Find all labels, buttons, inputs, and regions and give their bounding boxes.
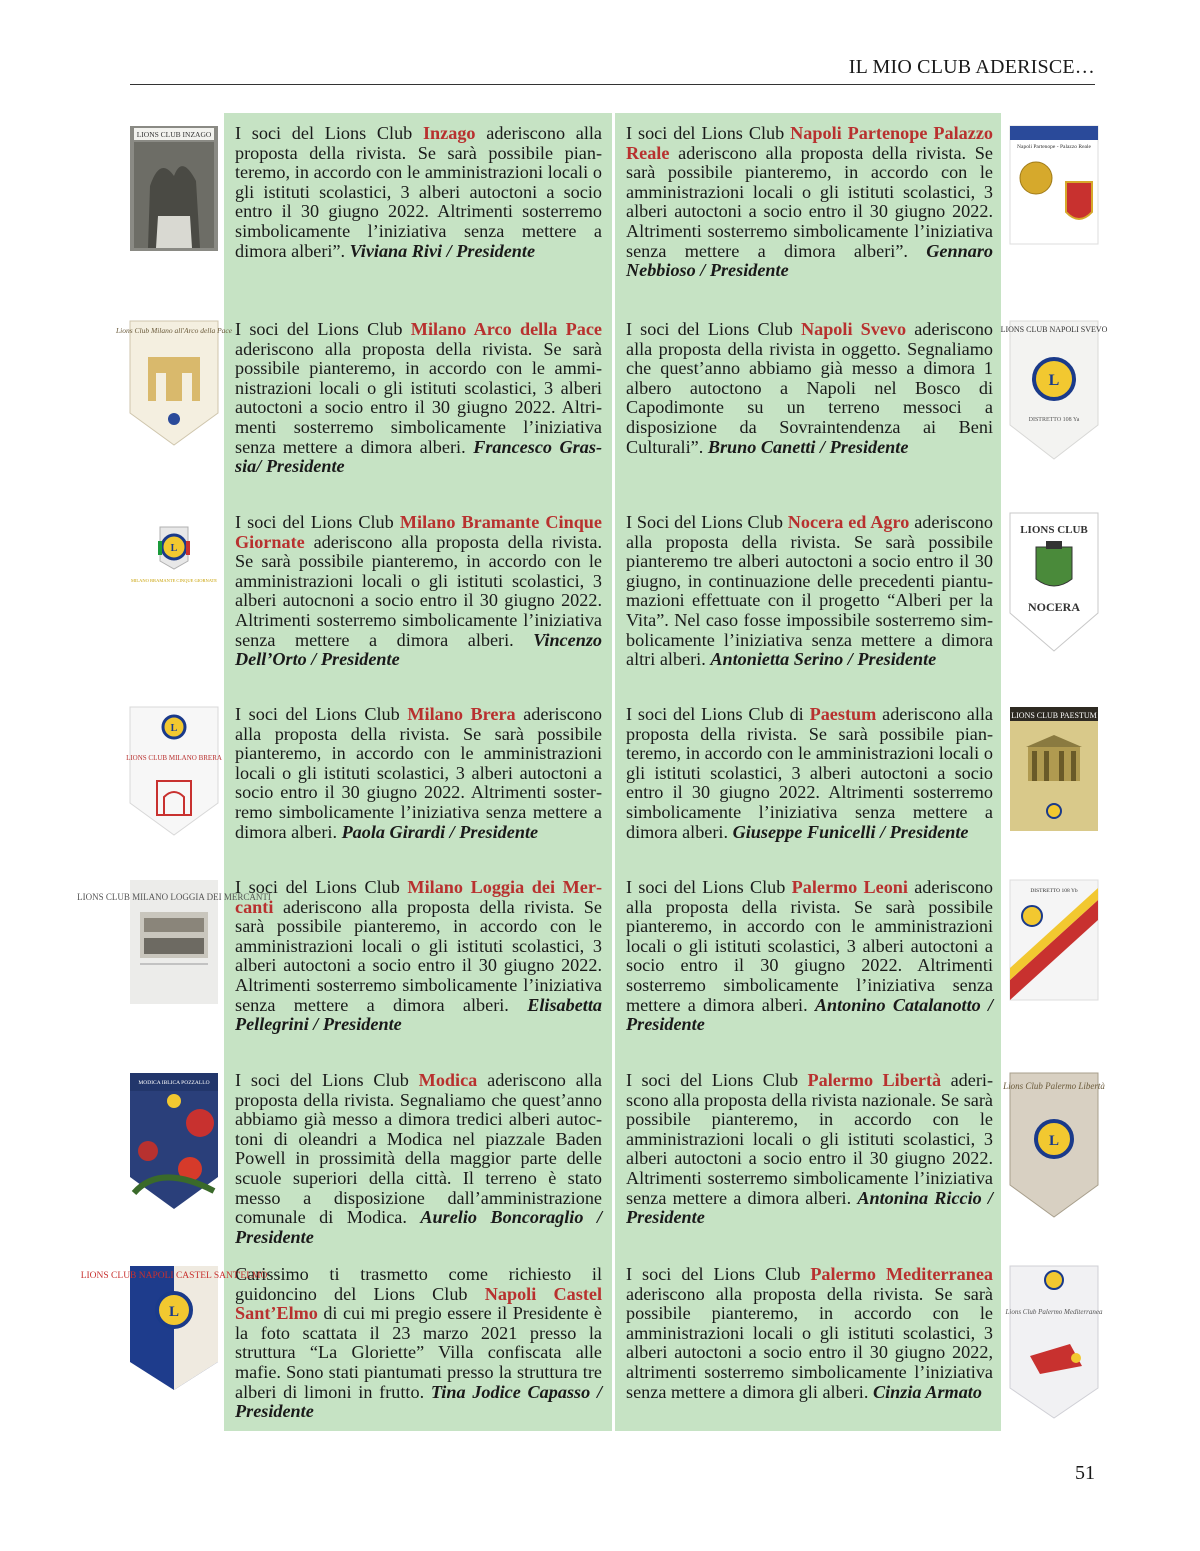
club-entry-nocera-ed-agro: I Soci del Lions Club Nocera ed Agro aderiscono alla proposta della rivista. Se sarà possibile pianteremo tre alberi autoctoni a socio entro il 30 giugno, in continuazione delle precedenti piantumazioni effettuate con il progetto “Alberi per la Vita”. Nel caso fosse impossibile sosterremo simbolicamente l’iniziativa senza mettere a dimora altri alberi. Antonietta Serino / Presidente <box>626 512 993 670</box>
club-name: Milano Loggia dei Mercanti <box>235 877 602 917</box>
club-name: Milano Bramante Cinque Giornate <box>235 512 602 552</box>
club-name: Paestum <box>809 704 877 724</box>
svg-text:DISTRETTO 108 Ya: DISTRETTO 108 Ya <box>1028 417 1080 423</box>
pennant-milano-arco-della-pace <box>115 321 233 450</box>
svg-text:LIONS CLUB: LIONS CLUB <box>1020 524 1088 536</box>
signature: Tina Jodice Capasso / Presidente <box>235 1381 602 1422</box>
signature: Viviana Rivi / Presidente <box>349 240 536 261</box>
svg-text:L: L <box>170 723 178 734</box>
club-entry-milano-bramante: I soci del Lions Club Milano Bramante Cinque Giornate aderiscono alla proposta della rivista. Se sarà possibile pianteremo, in accordo con le amministrazioni locali o gli istituti scolastici, 3 alberi autocnoni a socio entro il 30 giugno 2022. Altrimenti sosterremo simbolicamente l’iniziativa senza mettere a dimora alberi. Vincenzo Dell’Orto / Presidente <box>235 512 602 670</box>
pennant-paestum <box>1010 707 1098 836</box>
svg-text:LIONS CLUB INZAGO: LIONS CLUB INZAGO <box>136 130 212 139</box>
pennant-milano-bramante <box>130 517 218 592</box>
club-name: Inzago <box>422 123 476 143</box>
club-entry-napoli-partenope: I soci del Lions Club Napoli Partenope Palazzo Reale aderiscono alla proposta della rivista. Se sarà possibile pianteremo, in accordo con le amministrazioni locali o gli istituti scolastici, 3 alberi autoctoni a socio entro il 30 giugno 2022. Altrimenti sosterremo simbolicamente l’iniziativa senza mettere a dimora alberi”. Gennaro Nebbioso / Presidente <box>626 123 994 281</box>
column-divider <box>612 113 615 1431</box>
svg-text:Lions Club Milano all'Arco del: Lions Club Milano all'Arco della Pace <box>115 326 233 335</box>
svg-text:L: L <box>1048 372 1060 389</box>
club-name: Napoli Partenope Palazzo Reale <box>626 123 994 163</box>
club-name: Napoli Svevo <box>800 319 907 339</box>
signature: Giuseppe Funicelli / Presidente <box>732 821 969 842</box>
svg-text:LIONS CLUB MILANO LOGGIA DEI M: LIONS CLUB MILANO LOGGIA DEI MERCANTI <box>77 892 271 902</box>
club-entry-paestum: I soci del Lions Club di Paestum aderiscono alla proposta della rivista. Se sarà possibile pianteremo, in accordo con le amministrazioni locali o gli istituti scolastici, 3 alberi autoctoni a socio entro il 30 giugno 2022. Altrimenti sosterremo simbolicamente l’iniziativa senza mettere a dimora alberi. Giuseppe Funicelli / Presidente <box>626 704 993 842</box>
svg-text:MODICA IBLICA POZZALLO: MODICA IBLICA POZZALLO <box>138 1080 210 1086</box>
svg-text:LIONS CLUB NAPOLI SVEVO: LIONS CLUB NAPOLI SVEVO <box>1000 325 1108 334</box>
club-entry-milano-brera: I soci del Lions Club Milano Brera aderiscono alla proposta della rivista. Se sarà possibile pianteremo, in accordo con le amministrazioni locali o gli istituti scolastici, 3 alberi autoctoni a socio entro il 30 giugno 2022. Altrimenti sosterremo simbolicamente l’iniziativa senza mettere a dimora alberi. Paola Girardi / Presidente <box>235 704 602 842</box>
signature: Paola Girardi / Presidente <box>341 821 539 842</box>
section-title: IL MIO CLUB ADERISCE… <box>848 56 1095 78</box>
signature: Bruno Canetti / Presidente <box>707 436 909 457</box>
svg-text:DISTRETTO 108 Yb: DISTRETTO 108 Yb <box>1030 888 1078 894</box>
pennant-palermo-liberta <box>1003 1073 1105 1222</box>
pennant-napoli-svevo <box>1000 321 1108 464</box>
page-number: 51 <box>1075 1462 1095 1484</box>
pennant-milano-brera <box>126 707 222 840</box>
club-name: Nocera ed Agro <box>787 512 910 532</box>
pennant-palermo-leoni <box>1010 880 1098 1005</box>
signature: Aurelio Boncoraglio / Presidente <box>235 1207 602 1247</box>
club-entry-palermo-liberta: I soci del Lions Club Palermo Libertà aderiscono alla proposta della rivista nazionale. Se sarà possibile pianteremo, in accordo con le amministrazioni locali o gli istituti scolastici, 3 alberi autoctoni a socio entro il 30 giugno 2022. Altrimenti sosterremo simbolicamente l’iniziativa senza mettere a dimora alberi. Antonina Riccio / Presidente <box>626 1070 993 1228</box>
pennant-milano-loggia <box>77 880 271 1009</box>
club-entry-palermo-leoni: I soci del Lions Club Palermo Leoni aderiscono alla proposta della rivista. Se sarà possibile pianteremo, in accordo con le amministrazioni locali o gli istituti scolastici, 3 alberi autoctoni a socio entro il 30 giugno 2022. Altrimenti sosterremo simbolicamente l’iniziativa senza mettere a dimora alberi. Antonino Catalanotto / Presidente <box>626 877 993 1035</box>
svg-text:MILANO BRAMANTE CINQUE GIORNAT: MILANO BRAMANTE CINQUE GIORNATE <box>130 578 218 583</box>
club-name: Modica <box>418 1070 478 1090</box>
club-name: Milano Arco della Pace <box>410 319 602 339</box>
signature: Elisabetta Pellegrini / Presidente <box>235 994 602 1035</box>
pennant-napoli-partenope <box>1010 126 1098 249</box>
club-name: Napoli Castel Sant’Elmo <box>235 1283 603 1324</box>
svg-text:LIONS CLUB NAPOLI CASTEL SANT': LIONS CLUB NAPOLI CASTEL SANT'ELMO <box>80 1271 268 1281</box>
svg-text:LIONS CLUB MILANO BRERA: LIONS CLUB MILANO BRERA <box>126 754 222 762</box>
pennant-modica <box>130 1073 218 1214</box>
pennant-napoli-castel-santelmo <box>80 1266 268 1395</box>
signature: Antonino Catalanotto / Presidente <box>626 994 993 1035</box>
club-entry-modica: I soci del Lions Club Modica aderiscono alla proposta della rivista. Segnaliamo che quest’anno abbiamo già messo a dimora tredici alberi autoctoni di oleandri a Modica nel piazzale Baden Powell in prossimità della maggior parte delle scuole superiori della città. Il terreno è stato messo a disposizione dall’amministrazione comunale di Modica. Aurelio Boncoraglio / Presidente <box>235 1070 603 1247</box>
page-header <box>130 56 1095 85</box>
club-name: Palermo Mediterranea <box>810 1264 994 1284</box>
pennant-nocera-ed-agro <box>1010 513 1098 656</box>
club-entry-napoli-svevo: I soci del Lions Club Napoli Svevo aderiscono alla proposta della rivista in oggetto. Segnaliamo che quest’anno abbiamo già messo a dimora 1 albero autoctono a Napoli nel Bosco di Capodimonte su un terreno messoci a disposizione da Sovraintendenza ai Beni Culturali”. Bruno Canetti / Presidente <box>626 319 994 457</box>
club-name: Palermo Leoni <box>791 877 908 897</box>
svg-text:Lions Club Palermo Mediterrane: Lions Club Palermo Mediterranea <box>1005 1308 1103 1316</box>
signature: Gennaro Nebbioso / Presidente <box>626 240 993 281</box>
signature: Antonina Riccio / Presidente <box>626 1187 993 1228</box>
signature: Antonietta Serino / Presidente <box>710 649 937 670</box>
pennant-palermo-mediterranea <box>1005 1266 1103 1423</box>
club-entry-palermo-mediterranea: I soci del Lions Club Palermo Mediterranea aderiscono alla proposta della rivista. Se sarà possibile pianteremo, in accordo con le amministrazioni locali o gli istituti scolastici, 3 alberi autoctoni a socio entro il 30 giugno 2022, altrimenti sosterremo simbolicamente l’iniziativa senza mettere a dimora gli alberi. Cinzia Armato <box>626 1264 994 1402</box>
svg-text:Lions Club Palermo Libertà: Lions Club Palermo Libertà <box>1003 1081 1105 1091</box>
pennant-inzago <box>130 126 218 256</box>
club-entry-milano-loggia: I soci del Lions Club Milano Loggia dei Mercanti aderiscono alla proposta della rivista. Se sarà possibile pianteremo, in accordo con le amministrazioni locali o gli istituti scolastici, 3 alberi autoctoni a socio entro il 30 giugno 2022. Altrimenti sosterremo simbolicamente l’iniziativa senza mettere a dimora alberi. Elisabetta Pellegrini / Presidente <box>235 877 602 1035</box>
club-entry-milano-arco-della-pace: I soci del Lions Club Milano Arco della Pace aderiscono alla proposta della rivista. Se sarà possibile pianteremo, in accordo con le amministrazioni locali o gli istituti scolastici, 3 alberi autoctoni a socio entro il 30 giugno 2022. Altrimenti sosterremo simbolicamente l’iniziativa senza mettere a dimora alberi. Francesco Grassia/ Presidente <box>235 319 602 477</box>
club-entry-inzago: I soci del Lions Club Inzago aderiscono alla proposta della rivista. Se sarà possibile pianteremo, in accordo con le amministrazioni locali o gli istituti scolastici, 3 alberi autoctoni a socio entro il 30 giugno 2022. Altrimenti sosterremo simbolicamente l’iniziativa senza mettere a dimora alberi”. Viviana Rivi / Presidente <box>235 123 603 261</box>
club-name: Milano Brera <box>407 704 516 724</box>
svg-text:L: L <box>1048 1133 1060 1149</box>
svg-text:L: L <box>170 543 178 554</box>
signature: Cinzia Armato <box>872 1381 982 1402</box>
club-entry-napoli-castel-santelmo: Carissimo ti trasmetto come richiesto il guidoncino del Lions Club Napoli Castel Sant’Elmo di cui mi pregio essere il Presidente è la foto scattata il 23 marzo 2021 presso la struttura “La Gloriette” Villa confiscata alle mafie. Sono stati piantumati presso la struttura tre alberi di limoni in frutto. Tina Jodice Capasso / Presidente <box>235 1264 603 1422</box>
svg-text:LIONS CLUB PAESTUM: LIONS CLUB PAESTUM <box>1011 711 1097 720</box>
signature: Francesco Grassia/ Presidente <box>235 436 602 477</box>
svg-text:L: L <box>168 1304 180 1320</box>
svg-text:NOCERA: NOCERA <box>1027 600 1081 614</box>
club-name: Palermo Libertà <box>807 1070 942 1090</box>
signature: Vincenzo Dell’Orto / Presidente <box>235 629 602 670</box>
svg-text:Napoli Partenope - Palazzo Rea: Napoli Partenope - Palazzo Reale <box>1017 144 1091 150</box>
